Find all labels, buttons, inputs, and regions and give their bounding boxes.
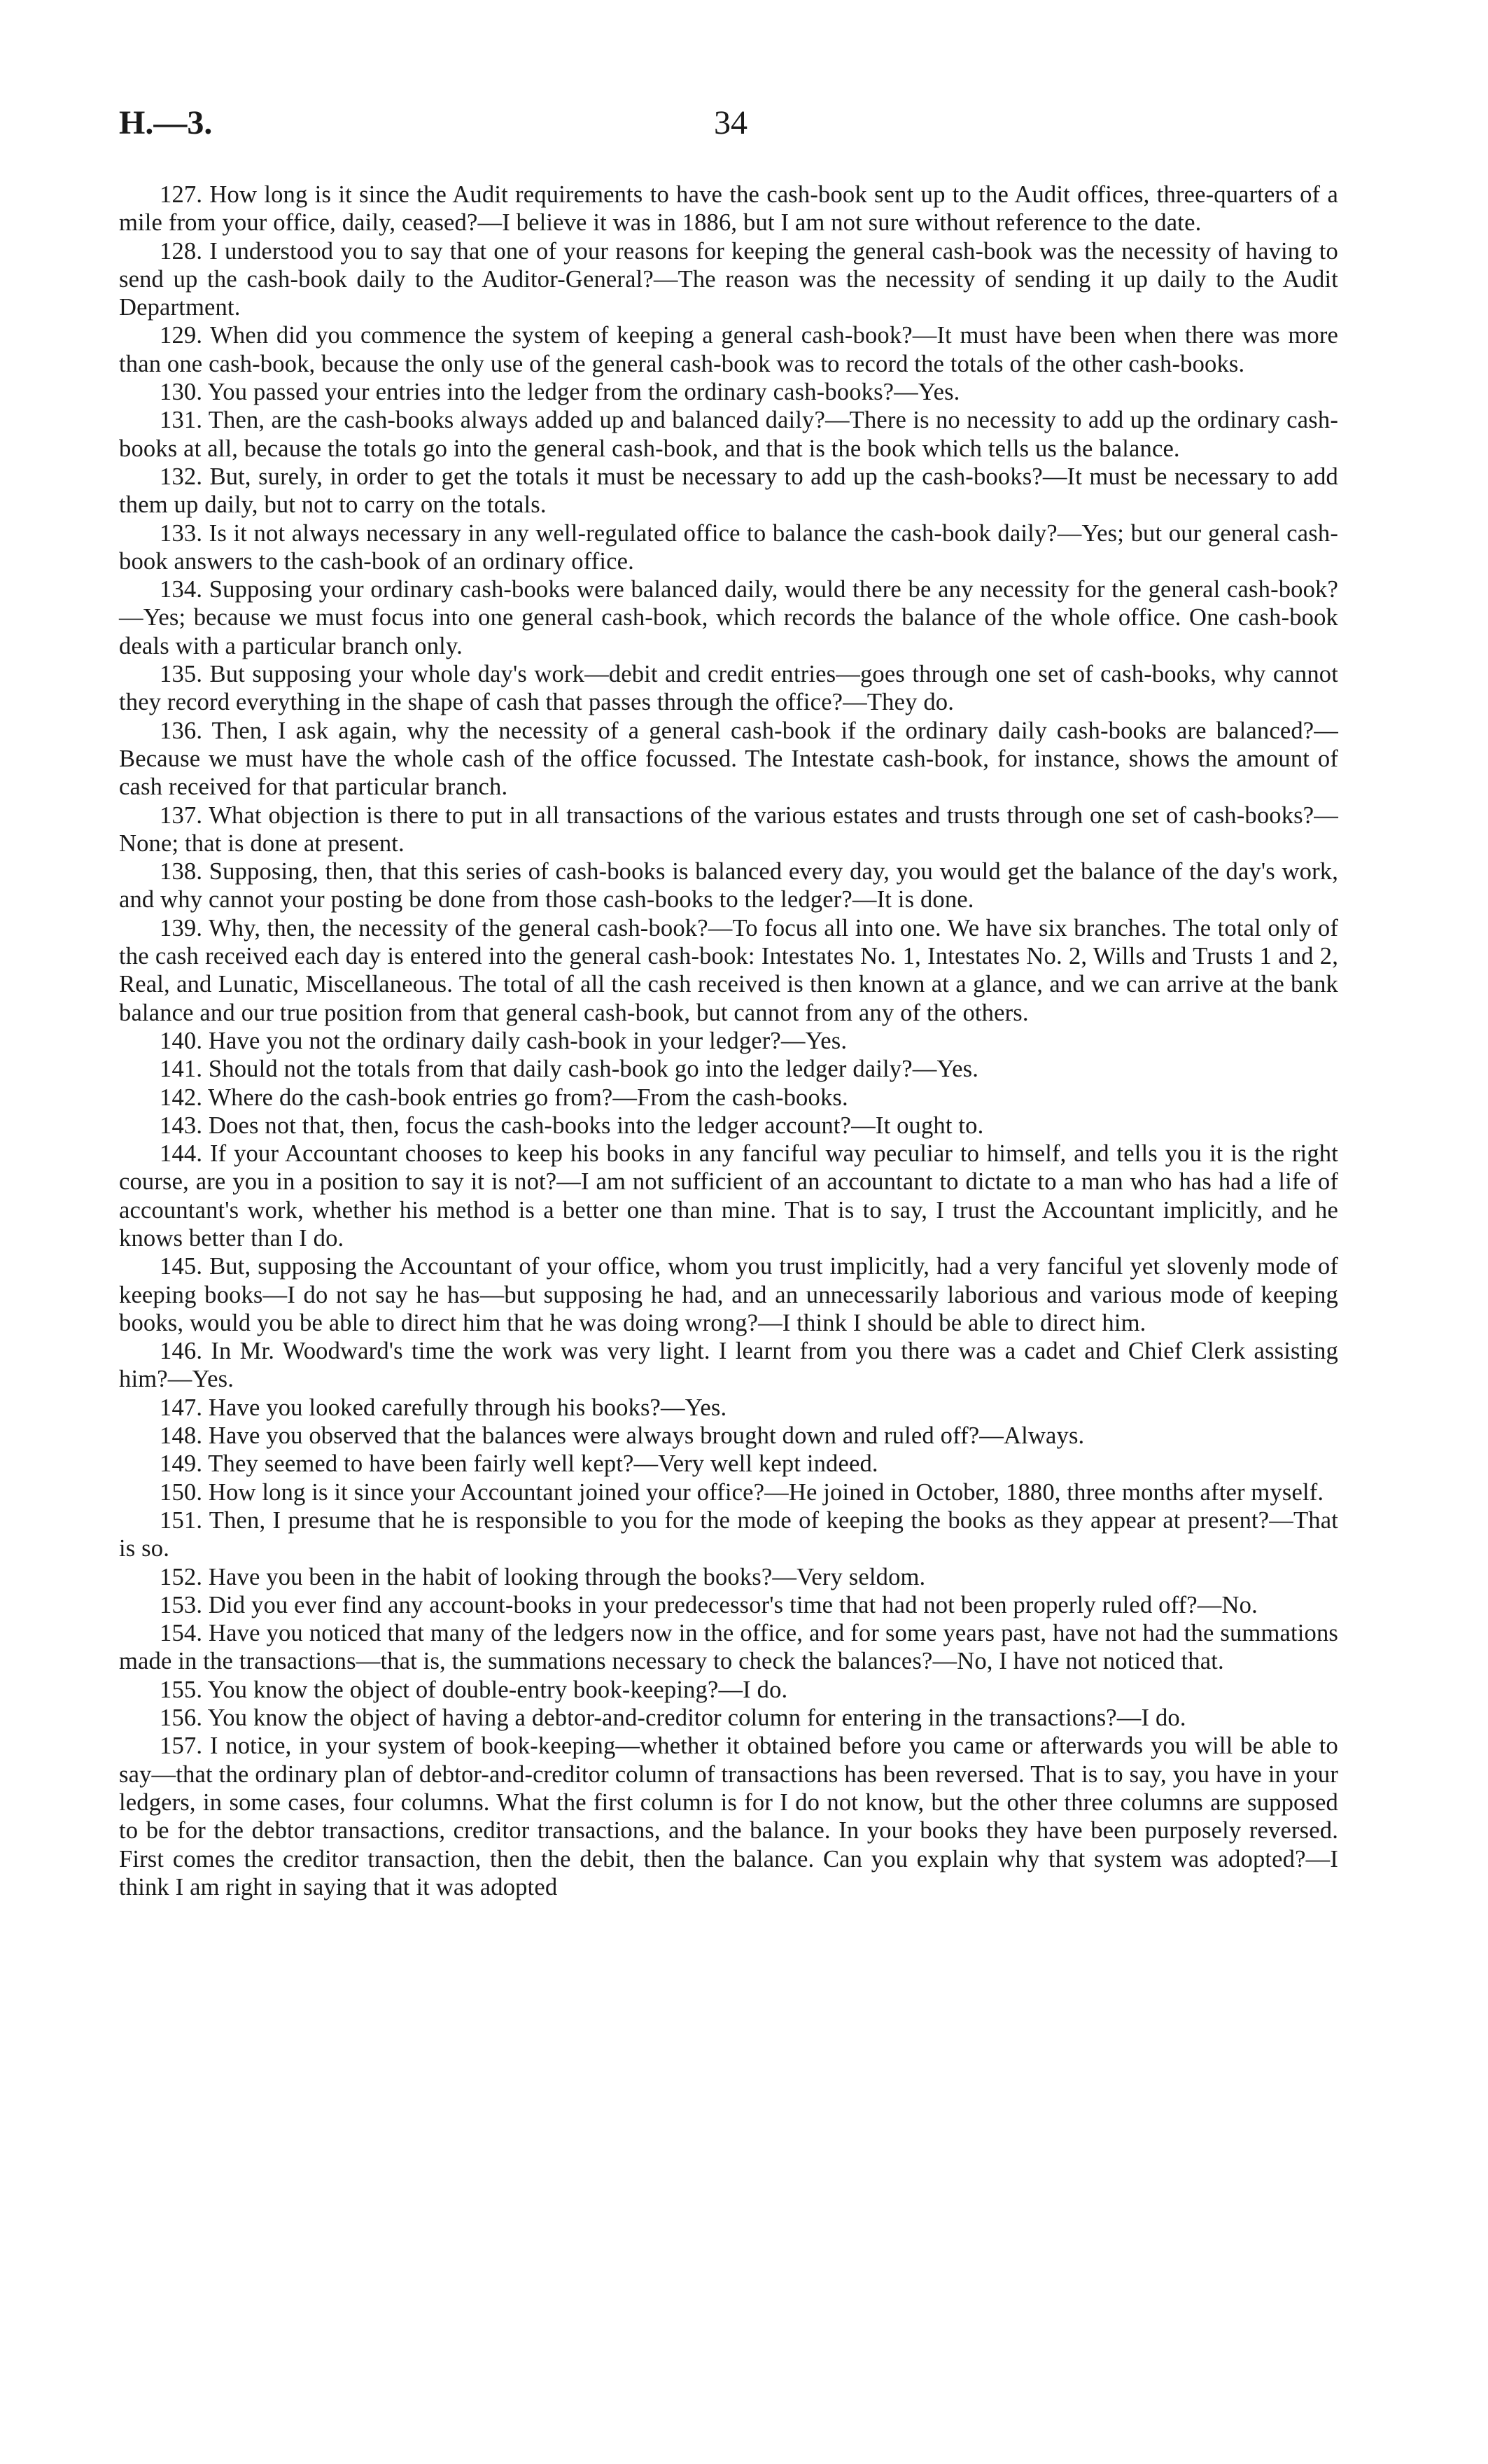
paragraph-143: 143. Does not that, then, focus the cash-books into the ledger account?—It ought to.	[160, 1112, 984, 1139]
paragraph-139: 139. Why, then, the necessity of the general cash-book?—To focus all into one. We have six branches. The total only of the cash received each day is entered into the general cash-book: Intestates No. 1, Intestates No. 2, Wills and Trusts 1 and 2, Real, and Lunatic, Miscellaneous. The total of all the cash received is then known at a glance, and we can arrive at the bank balance and our true position from that general cash-book, but cannot from any of the others.	[119, 914, 1338, 1026]
paragraph-152: 152. Have you been in the habit of looking through the books?—Very seldom.	[160, 1563, 926, 1590]
paragraph-142: 142. Where do the cash-book entries go from?—From the cash-books.	[160, 1084, 848, 1111]
paragraph-140: 140. Have you not the ordinary daily cash-book in your ledger?—Yes.	[160, 1027, 848, 1054]
document-reference: H.—3.	[119, 104, 213, 141]
paragraph-157: 157. I notice, in your system of book-keeping—whether it obtained before you came or afterwards you will be able to say—that the ordinary plan of debtor-and-creditor column of transactions has been reversed. That is to say, you have in your ledgers, in some cases, four columns. What the first column is for I do not know, but the other three columns are supposed to be for the debtor transactions, creditor transactions, and the balance. In your books they have been purposely reversed. First comes the creditor transaction, then the debit, then the balance. Can you explain why that system was adopted?—I think I am right in saying that it was adopted	[119, 1732, 1338, 1900]
page-number: 34	[714, 104, 747, 141]
paragraph-137: 137. What objection is there to put in all transactions of the various estates and trusts through one set of cash-books?—None; that is done at present.	[119, 802, 1338, 857]
paragraph-144: 144. If your Accountant chooses to keep his books in any fanciful way peculiar to himself, and tells you it is the right course, are you in a position to say it is not?—I am not sufficient of an accountant to dictate to a man who has had a life of accountant's work, whether his method is a better one than mine. That is to say, I trust the Accountant implicitly, and he knows better than I do.	[119, 1140, 1338, 1252]
paragraph-149: 149. They seemed to have been fairly well kept?—Very well kept indeed.	[160, 1450, 878, 1478]
paragraph-138: 138. Supposing, then, that this series of cash-books is balanced every day, you would get the balance of the day's work, and why cannot your posting be done from those cash-books to the ledger?—It is done.	[119, 858, 1338, 913]
paragraph-135: 135. But supposing your whole day's work—debit and credit entries—goes through one set of cash-books, why cannot they record everything in the shape of cash that passes through the office?—They do.	[119, 661, 1338, 716]
paragraph-132: 132. But, surely, in order to get the totals it must be necessary to add up the cash-books?—It must be necessary to add them up daily, but not to carry on the totals.	[119, 463, 1338, 519]
paragraph-134: 134. Supposing your ordinary cash-books were balanced daily, would there be any necessity for the general cash-book?—Yes; because we must focus into one general cash-book, which records the balance of the whole office. One cash-book deals with a particular branch only.	[119, 576, 1338, 659]
paragraph-141: 141. Should not the totals from that daily cash-book go into the ledger daily?—Yes.	[160, 1056, 979, 1083]
paragraph-150: 150. How long is it since your Accountant joined your office?—He joined in October, 1880, three months after myself.	[160, 1478, 1324, 1506]
paragraph-145: 145. But, supposing the Accountant of your office, whom you trust implicitly, had a very fanciful yet slovenly mode of keeping books—I do not say he has—but supposing he had, and an unnecessarily laborious and various mode of keeping books, would you be able to direct him that he was doing wrong?—I think I should be able to direct him.	[119, 1253, 1338, 1336]
paragraph-129: 129. When did you commence the system of keeping a general cash-book?—It must have been when there was more than one cash-book, because the only use of the general cash-book was to record the totals of the other cash-books.	[119, 322, 1338, 377]
paragraph-133: 133. Is it not always necessary in any well-regulated office to balance the cash-book daily?—Yes; but our general cash-book answers to the cash-book of an ordinary office.	[119, 519, 1338, 575]
paragraph-127: 127. How long is it since the Audit requirements to have the cash-book sent up to the Audit offices, three-quarters of a mile from your office, daily, ceased?—I believe it was in 1886, but I am not sure without reference to the date.	[119, 181, 1338, 237]
evidence-transcript	[119, 181, 1338, 1901]
paragraph-136: 136. Then, I ask again, why the necessity of a general cash-book if the ordinary daily cash-books are balanced?—Because we must have the whole cash of the office focussed. The Intestate cash-book, for instance, shows the amount of cash received for that particular branch.	[119, 717, 1338, 801]
paragraph-154: 154. Have you noticed that many of the ledgers now in the office, and for some years past, have not had the summations made in the transactions—that is, the summations necessary to check the balances?—No, I have not noticed that.	[119, 1620, 1338, 1675]
paragraph-151: 151. Then, I presume that he is responsible to you for the mode of keeping the books as they appear at present?—That is so.	[119, 1506, 1338, 1562]
page-header	[119, 104, 1337, 146]
paragraph-153: 153. Did you ever find any account-books in your predecessor's time that had not been properly ruled off?—No.	[160, 1591, 1258, 1618]
paragraph-155: 155. You know the object of double-entry book-keeping?—I do.	[160, 1676, 788, 1703]
paragraph-128: 128. I understood you to say that one of your reasons for keeping the general cash-book was the necessity of having to send up the cash-book daily to the Auditor-General?—The reason was the necessity of sending it up daily to the Audit Department.	[119, 237, 1338, 321]
paragraph-146: 146. In Mr. Woodward's time the work was very light. I learnt from you there was a cadet and Chief Clerk assisting him?—Yes.	[119, 1338, 1338, 1393]
paragraph-130: 130. You passed your entries into the ledger from the ordinary cash-books?—Yes.	[160, 379, 960, 406]
paragraph-156: 156. You know the object of having a debtor-and-creditor column for entering in the transactions?—I do.	[160, 1704, 1186, 1732]
paragraph-148: 148. Have you observed that the balances were always brought down and ruled off?—Always.	[160, 1422, 1085, 1450]
paragraph-147: 147. Have you looked carefully through his books?—Yes.	[160, 1394, 727, 1421]
paragraph-131: 131. Then, are the cash-books always added up and balanced daily?—There is no necessity to add up the ordinary cash-books at all, because the totals go into the general cash-book, and that is the book which tells us the balance.	[119, 407, 1338, 462]
